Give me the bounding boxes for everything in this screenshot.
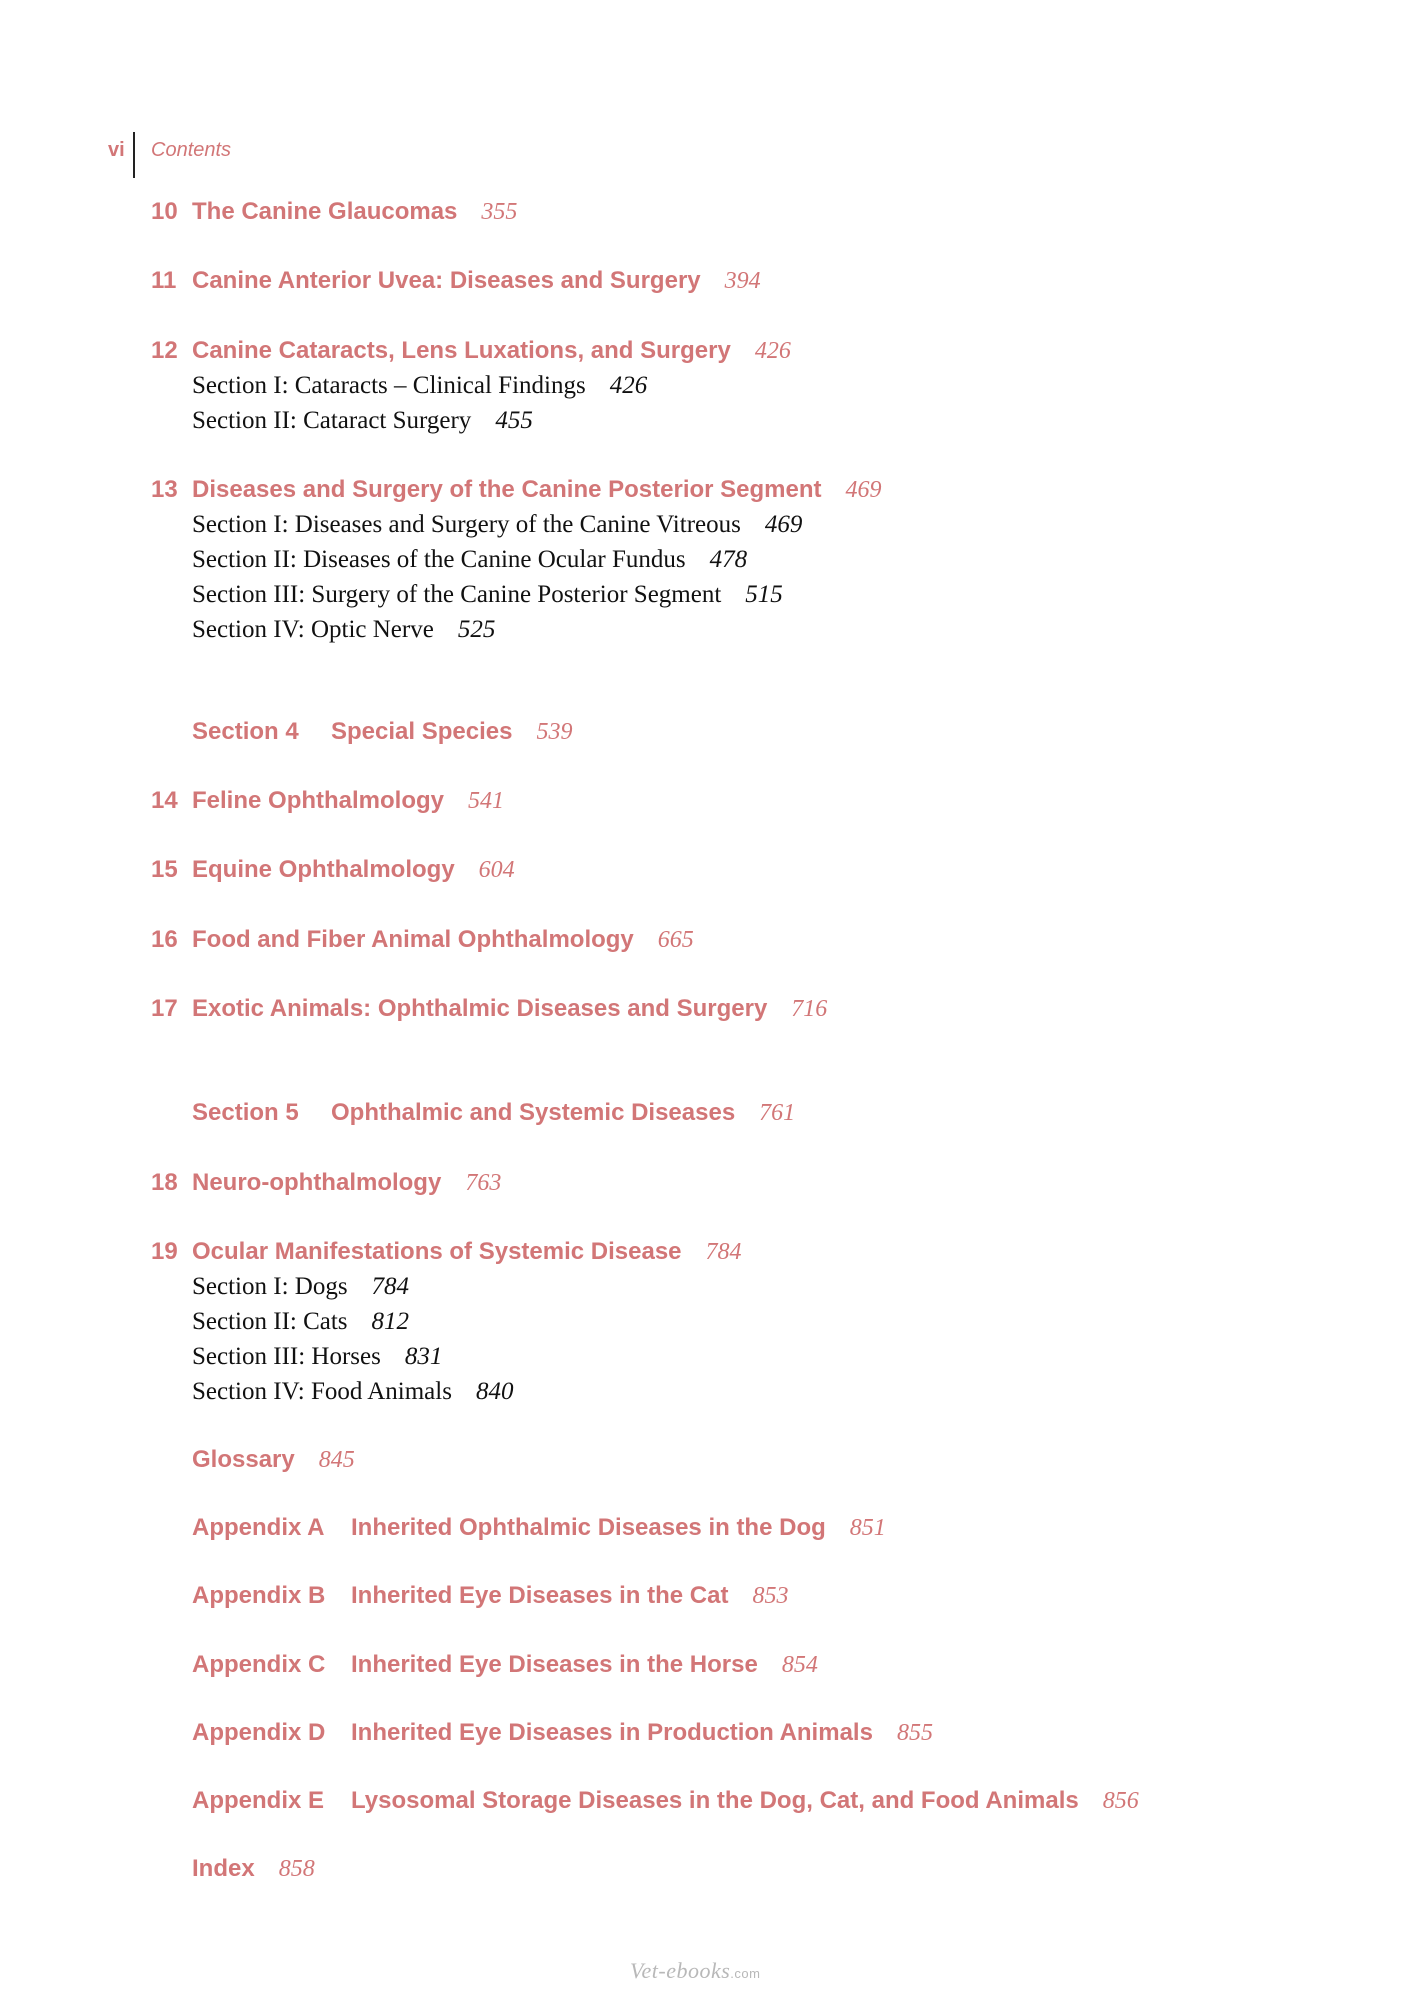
section-page: 478 — [709, 546, 748, 573]
section-page: 784 — [371, 1273, 410, 1300]
toc-part-5[interactable] — [192, 1099, 795, 1127]
part-label: Section 4 — [192, 718, 299, 745]
toc-appendix-a[interactable] — [192, 1514, 886, 1542]
toc-section[interactable] — [192, 407, 533, 435]
chapter-page: 784 — [705, 1239, 742, 1265]
chapter-title: Canine Anterior Uvea: Diseases and Surgery — [192, 267, 701, 294]
chapter-title: Equine Ophthalmology — [192, 856, 455, 883]
appendix-title: Inherited Ophthalmic Diseases in the Dog — [351, 1514, 826, 1541]
toc-chapter-14[interactable] — [151, 787, 504, 815]
toc-chapter-13[interactable] — [151, 476, 882, 504]
part-title: Special Species — [331, 718, 513, 745]
toc-section[interactable] — [192, 372, 647, 400]
appendix-page: 856 — [1102, 1788, 1139, 1814]
chapter-number: 18 — [151, 1169, 178, 1196]
toc-chapter-17[interactable] — [151, 995, 827, 1023]
appendix-label: Appendix A — [192, 1514, 325, 1541]
appendix-label: Appendix D — [192, 1719, 326, 1746]
running-header — [0, 130, 1402, 180]
chapter-page: 716 — [791, 996, 828, 1022]
chapter-title: Feline Ophthalmology — [192, 787, 445, 814]
chapter-title: Canine Cataracts, Lens Luxations, and Surgery — [192, 337, 731, 364]
section-title: Section III: Horses — [192, 1343, 381, 1370]
section-title: Section I: Dogs — [192, 1273, 348, 1300]
toc-section[interactable] — [192, 1308, 409, 1336]
appendix-title: Lysosomal Storage Diseases in the Dog, Cat, and Food Animals — [351, 1787, 1079, 1814]
chapter-page: 763 — [465, 1170, 502, 1196]
chapter-page: 541 — [468, 788, 505, 814]
header-rule — [133, 132, 135, 178]
section-title: Section III: Surgery of the Canine Posterior Segment — [192, 581, 722, 608]
section-page: 840 — [475, 1378, 514, 1405]
toc-section[interactable] — [192, 546, 747, 574]
chapter-title: The Canine Glaucomas — [192, 198, 458, 225]
toc-section[interactable] — [192, 1343, 442, 1371]
appendix-label: Appendix B — [192, 1582, 326, 1609]
chapter-title: Food and Fiber Animal Ophthalmology — [192, 926, 634, 953]
appendix-page: 854 — [781, 1652, 818, 1678]
toc-appendix-c[interactable] — [192, 1651, 818, 1679]
chapter-number: 17 — [151, 995, 178, 1022]
toc-appendix-b[interactable] — [192, 1582, 788, 1610]
chapter-title: Exotic Animals: Ophthalmic Diseases and Surgery — [192, 995, 768, 1022]
glossary-page: 845 — [318, 1447, 355, 1473]
chapter-title: Ocular Manifestations of Systemic Disease — [192, 1238, 682, 1265]
part-page: 761 — [759, 1100, 796, 1126]
page-number: vi — [108, 139, 125, 161]
running-title: Contents — [151, 139, 232, 161]
chapter-number: 11 — [151, 267, 177, 294]
appendix-page: 851 — [849, 1515, 886, 1541]
chapter-page: 604 — [478, 857, 515, 883]
section-title: Section II: Cataract Surgery — [192, 407, 472, 434]
chapter-number: 12 — [151, 337, 178, 364]
section-title: Section II: Diseases of the Canine Ocular Fundus — [192, 546, 686, 573]
chapter-page: 355 — [481, 199, 518, 225]
toc-chapter-10[interactable] — [151, 198, 517, 226]
part-title: Ophthalmic and Systemic Diseases — [331, 1099, 736, 1126]
section-title: Section I: Diseases and Surgery of the Canine Vitreous — [192, 511, 741, 538]
chapter-title: Diseases and Surgery of the Canine Posterior Segment — [192, 476, 822, 503]
toc-chapter-15[interactable] — [151, 856, 515, 884]
toc-section[interactable] — [192, 616, 495, 644]
section-page: 515 — [745, 581, 783, 608]
index-title: Index — [192, 1855, 255, 1882]
chapter-number: 13 — [151, 476, 178, 503]
watermark-domain: .com — [730, 1966, 761, 1981]
chapter-page: 469 — [845, 477, 882, 503]
glossary-title: Glossary — [192, 1446, 295, 1473]
toc-section[interactable] — [192, 511, 802, 539]
index-page: 858 — [278, 1856, 315, 1882]
section-page: 831 — [404, 1343, 443, 1370]
chapter-number: 10 — [151, 198, 178, 225]
toc-section[interactable] — [192, 1378, 513, 1406]
section-page: 455 — [495, 407, 533, 434]
chapter-number: 14 — [151, 787, 178, 814]
toc-glossary[interactable] — [192, 1446, 355, 1474]
appendix-label: Appendix E — [192, 1787, 325, 1814]
section-page: 469 — [764, 511, 803, 538]
section-page: 812 — [371, 1308, 410, 1335]
watermark-text: Vet-ebooks — [630, 1958, 731, 1983]
section-page: 426 — [609, 372, 648, 399]
toc-part-4[interactable] — [192, 718, 572, 746]
chapter-page: 665 — [657, 927, 694, 953]
appendix-title: Inherited Eye Diseases in the Cat — [351, 1582, 729, 1609]
toc-section[interactable] — [192, 581, 783, 609]
appendix-label: Appendix C — [192, 1651, 326, 1678]
chapter-page: 426 — [754, 338, 791, 364]
section-title: Section I: Cataracts – Clinical Findings — [192, 372, 586, 399]
part-label: Section 5 — [192, 1099, 299, 1126]
section-title: Section IV: Optic Nerve — [192, 616, 434, 643]
appendix-title: Inherited Eye Diseases in the Horse — [351, 1651, 758, 1678]
toc-appendix-d[interactable] — [192, 1719, 933, 1747]
toc-chapter-11[interactable] — [151, 267, 761, 295]
chapter-number: 16 — [151, 926, 178, 953]
toc-appendix-e[interactable] — [192, 1787, 1139, 1815]
toc-chapter-18[interactable] — [151, 1169, 501, 1197]
part-page: 539 — [536, 719, 573, 745]
section-title: Section IV: Food Animals — [192, 1378, 452, 1405]
toc-chapter-12[interactable] — [151, 337, 791, 365]
watermark-logo — [630, 1958, 760, 1984]
chapter-title: Neuro-ophthalmology — [192, 1169, 442, 1196]
appendix-page: 855 — [896, 1720, 933, 1746]
toc-chapter-16[interactable] — [151, 926, 694, 954]
appendix-page: 853 — [752, 1583, 789, 1609]
chapter-number: 19 — [151, 1238, 178, 1265]
chapter-page: 394 — [724, 268, 761, 294]
toc-section[interactable] — [192, 1273, 409, 1301]
section-page: 525 — [457, 616, 496, 643]
appendix-title: Inherited Eye Diseases in Production Animals — [351, 1719, 873, 1746]
toc-index[interactable] — [192, 1855, 315, 1883]
toc-chapter-19[interactable] — [151, 1238, 742, 1266]
chapter-number: 15 — [151, 856, 178, 883]
section-title: Section II: Cats — [192, 1308, 348, 1335]
